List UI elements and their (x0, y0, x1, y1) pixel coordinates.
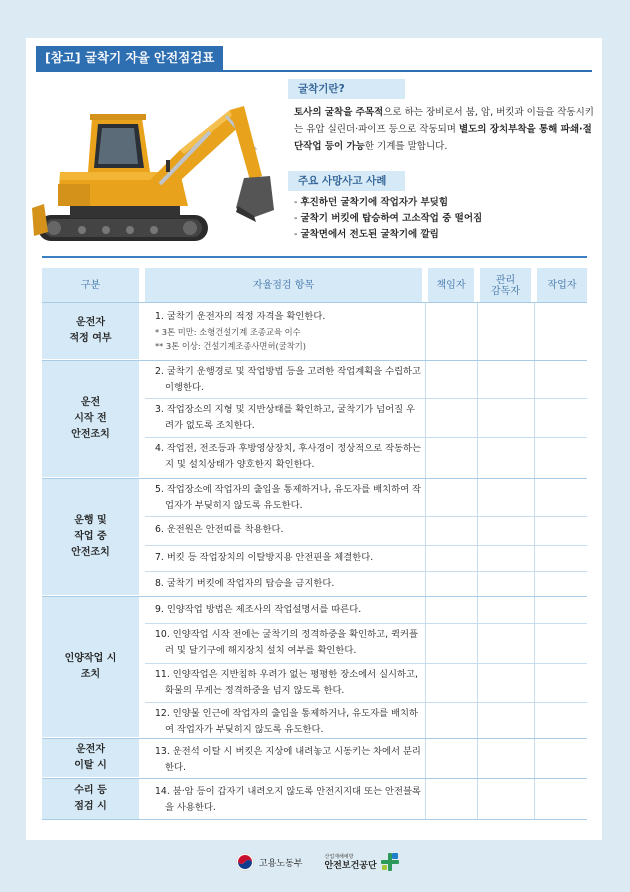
table-row (155, 309, 423, 353)
subrow-divider (145, 623, 587, 624)
subrow-divider (145, 545, 587, 546)
subrow-divider (145, 702, 587, 703)
definition-text (294, 104, 594, 155)
list-item-text: 굴착기 버킷에 탑승하여 고소작업 중 떨어짐 (300, 213, 483, 224)
item-text: 12. 인양물 인근에 작업자의 출입을 통제하거나, 유도자를 배치하여 작업자가 부딪히지 않도록 유도한다. (155, 708, 418, 735)
list-item-text: 굴착면에서 전도된 굴착기에 깔림 (300, 229, 439, 240)
definition-segment: 별도의 장치부착을 통해 파쇄·절단작업 등이 가능 (294, 124, 592, 152)
row-divider (42, 360, 587, 361)
list-item (294, 211, 594, 227)
definition-segment: 으로 하는 장비로서 붐, 암, 버킷과 이들을 작동시키는 유압 실린더·파이프 등으로 작동되며 (294, 107, 594, 135)
column-divider (534, 302, 535, 820)
item-text: 14. 붐·암 등이 갑자기 내려오지 않도록 안전지지대 또는 안전블록을 사용한다. (155, 786, 421, 813)
table-row (155, 784, 423, 816)
header-supervisor: 관리 감독자 (480, 268, 531, 303)
excavator-illustration (30, 80, 280, 255)
table-row (155, 522, 423, 538)
item-text: 4. 작업전, 전조등과 후방영상장치, 후사경이 정상적으로 작동하는지 및 설치상태가 양호한지 확인한다. (155, 443, 422, 470)
table-row (155, 667, 423, 699)
item-text: 2. 굴착기 운행경로 및 작업방법 등을 고려한 작업계획을 수립하고 이행한다. (155, 366, 422, 393)
kosha-name: 안전보건공단 (324, 860, 377, 871)
category-cell: 운전 시작 전 안전조치 (42, 361, 139, 477)
subrow-divider (145, 571, 587, 572)
subrow-divider (145, 663, 587, 664)
item-text: 3. 작업장소의 지형 및 지반상태를 확인하고, 굴착기가 넘어질 우려가 없도록 조치한다. (155, 404, 415, 431)
table-row (155, 550, 423, 566)
table-row (155, 744, 423, 776)
kosha-text (324, 854, 376, 871)
accidents-heading: 주요 사망사고 사례 (288, 171, 405, 191)
table-row (155, 706, 423, 738)
item-text: 1. 굴착기 운전자의 적정 자격을 확인한다. (155, 311, 326, 322)
category-cell: 수리 등 점검 시 (42, 779, 139, 819)
table-row (155, 402, 423, 434)
item-text: 7. 버킷 등 작업장치의 이탈방지용 안전핀을 체결한다. (155, 552, 374, 563)
subrow-divider (145, 398, 587, 399)
item-note: ** 3톤 이상: 건설기계조종사면허(굴착기) (155, 341, 306, 351)
subrow-divider (145, 516, 587, 517)
item-text: 9. 인양작업 방법은 제조사의 작업설명서를 따른다. (155, 604, 362, 615)
table-row (155, 482, 423, 514)
item-text: 8. 굴착기 버킷에 작업자의 탑승을 금지한다. (155, 578, 335, 589)
kosha-logo-icon (380, 852, 400, 872)
footer (236, 852, 400, 872)
item-note: * 3톤 미만: 소형건설기계 조종교육 이수 (155, 327, 301, 337)
table-row (155, 441, 423, 473)
header-worker: 작업자 (537, 268, 587, 303)
table-bottom-rule (42, 819, 587, 820)
list-item (294, 227, 594, 243)
table-top-rule (42, 256, 587, 258)
header-owner: 책임자 (428, 268, 474, 303)
title-rule (36, 70, 592, 72)
category-cell: 인양작업 시 조치 (42, 597, 139, 737)
column-divider (425, 302, 426, 820)
list-item (294, 195, 594, 211)
definition-heading: 굴착기란? (288, 79, 405, 99)
header-items: 자율점검 항목 (145, 268, 422, 303)
list-item-prefix: - (294, 197, 301, 208)
definition-segment: 토사의 굴착을 주목적 (294, 107, 384, 118)
category-cell: 운행 및 작업 중 안전조치 (42, 479, 139, 595)
category-cell: 운전자 이탈 시 (42, 739, 139, 777)
row-divider (42, 596, 587, 597)
header-category: 구분 (42, 268, 139, 303)
item-text: 13. 운전석 이탈 시 버킷은 지상에 내려놓고 시동키는 차에서 분리한다. (155, 746, 421, 773)
definition-segment: 한 기계를 말합니다. (364, 141, 448, 152)
row-divider (42, 778, 587, 779)
item-text: 5. 작업장소에 작업자의 출입을 통제하거나, 유도자를 배치하여 작업자가 부딪히지 않도록 유도한다. (155, 484, 422, 511)
item-text: 11. 인양작업은 지반침하 우려가 없는 평평한 장소에서 실시하고, 화물의 무게는 정격하중을 넘지 않도록 한다. (155, 669, 418, 696)
table-row (155, 576, 423, 592)
row-divider (42, 302, 587, 303)
kosha-logo (324, 852, 399, 872)
page-title: [참고] 굴착기 자율 안전점검표 (36, 46, 223, 70)
moel-name: 고용노동부 (259, 858, 303, 869)
table-row (155, 364, 423, 396)
row-divider (42, 478, 587, 479)
moel-logo (236, 853, 302, 871)
table-row (155, 602, 423, 618)
category-cell: 운전자 적정 여부 (42, 303, 139, 359)
kosha-tagline: 산업재해예방 (324, 853, 354, 860)
column-divider (477, 302, 478, 820)
subrow-divider (145, 437, 587, 438)
accidents-list (294, 195, 594, 243)
moel-emblem-icon (236, 853, 254, 871)
row-divider (42, 738, 587, 739)
list-item-text: 후진하던 굴착기에 작업자가 부딪힘 (300, 197, 449, 208)
list-item-prefix: - (294, 229, 301, 240)
item-text: 6. 운전원은 안전띠를 착용한다. (155, 524, 284, 535)
table-row (155, 627, 423, 659)
item-text: 10. 인양작업 시작 전에는 굴착기의 정격하중을 확인하고, 퀵커플러 및 달기구에 해지장치 설치 여부를 확인한다. (155, 629, 418, 656)
list-item-prefix: - (294, 213, 301, 224)
